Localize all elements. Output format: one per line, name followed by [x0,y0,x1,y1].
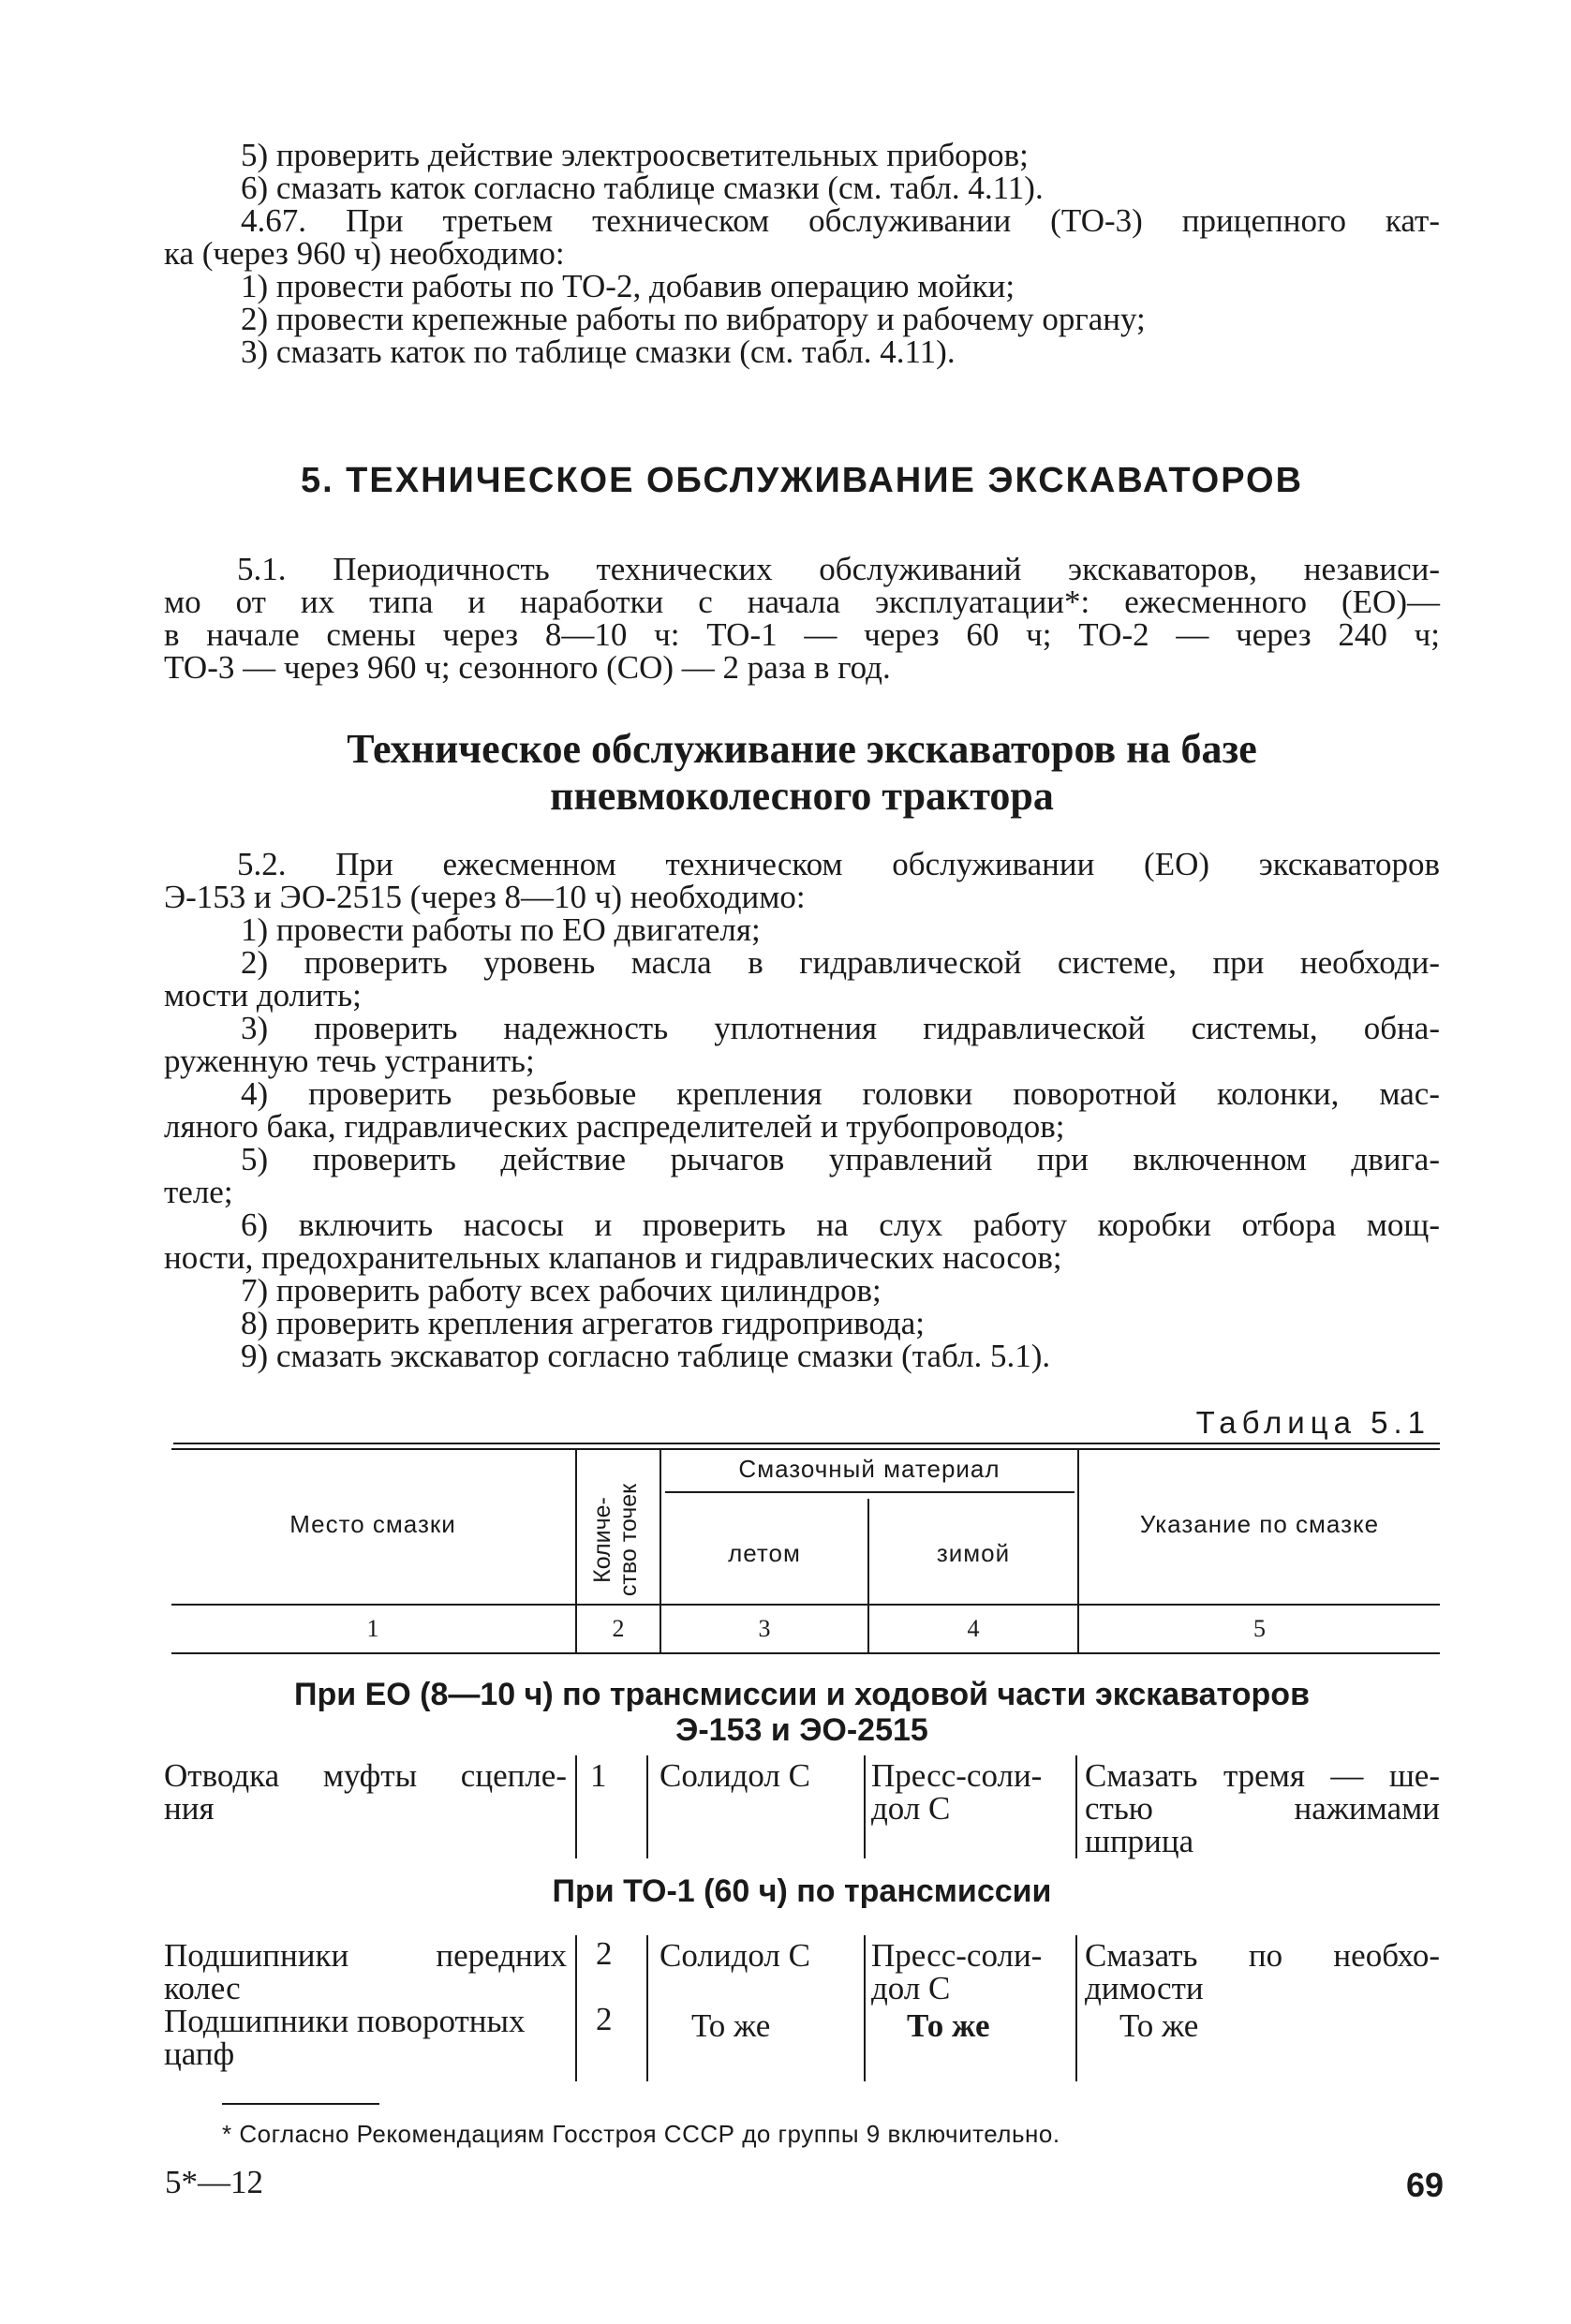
cell-line: димости [1085,1970,1204,2006]
header-count-line: Количе- [589,1497,615,1583]
cell-line: Подшипники передних [164,1937,567,1974]
group-title: При ТО-1 (60 ч) по трансмиссии [552,1873,1052,1909]
list-item: 3) проверить надежность уплотнения гидравлической системы, обна- [241,1010,1440,1046]
group-title-line: Э-153 и ЭО-2515 [675,1712,928,1748]
cell-line: ния [164,1790,215,1827]
table-header-rule [171,1604,1440,1606]
list-item: 5) проверить действие рычагов управлений при включенном двига- [241,1141,1440,1177]
footnote: * Согласно Рекомендациям Госстроя СССР до группы 9 включительно. [222,2120,1060,2148]
list-item: 3) смазать каток по таблице смазки (см. табл. 4.11). [241,333,956,370]
paragraph-line: ности, предохранительных клапанов и гидравлических насосов; [164,1239,1062,1276]
paragraph-5-2 [164,848,1440,1372]
paragraph-line: в начале смены через 8—10 ч: ТО-1 — через 60 ч; ТО-2 — через 240 ч; [164,616,1440,653]
paragraph-line: ка (через 960 ч) необходимо: [164,235,565,272]
cell-count: 1 [590,1757,607,1794]
cell-winter: То же [907,2007,990,2044]
cell-line: шприца [1085,1823,1194,1859]
cell-line: цапф [164,2035,235,2072]
cell-place [164,1759,567,1825]
cell-instruction [1085,1939,1440,2005]
table-col-rule [646,1755,648,1858]
col-number: 3 [758,1615,771,1642]
list-item: 5) проверить действие электроосветительных приборов; [241,137,1029,173]
cell-summer: То же [691,2007,771,2044]
col-number: 4 [967,1615,980,1642]
table-header-rule [665,1491,1075,1493]
list-item: 4) проверить резьбовые крепления головки поворотной колонки, мас- [241,1075,1440,1112]
page-code: 5*—12 [165,2164,263,2200]
cell-place [164,1939,567,2005]
list-item: 1) провести работы по ЕО двигателя; [241,911,761,948]
table-col-rule [575,1935,577,2081]
cell-count: 2 [596,2001,613,2037]
header-summer: летом [728,1539,801,1567]
table-col-rule [864,1935,866,2081]
group-title [164,1677,1440,1748]
cell-instruction: То же [1119,2007,1199,2044]
cell-line: стью нажимами [1085,1790,1440,1827]
paragraph-line: ляного бака, гидравлических распределителей и трубопроводов; [164,1108,1065,1145]
header-place: Место смазки [289,1510,456,1538]
paragraph-line: 5.1. Периодичность технических обслуживаний экскаваторов, независи- [237,551,1440,587]
table-col-rule [1075,1935,1077,2081]
table-col-rule [575,1755,577,1858]
paragraph-line: теле; [164,1174,233,1210]
cell-line: Отводка муфты сцепле- [164,1757,567,1794]
top-list [164,139,1440,368]
header-count [589,1465,645,1615]
cell-line: Пресс-соли- [871,1757,1043,1794]
cell-winter [871,1939,1077,2005]
table-col-rule [646,1935,648,2081]
cell-line: дол С [871,1970,951,2006]
cell-line: Смазать тремя — ше- [1085,1757,1440,1794]
col-number: 1 [366,1615,379,1642]
footnote-rule [222,2103,379,2105]
paragraph-5-1 [164,553,1440,684]
list-item: 9) смазать экскаватор согласно таблице смазки (табл. 5.1). [241,1338,1051,1374]
col-number: 5 [1253,1615,1266,1642]
table-number-rule [171,1652,1440,1654]
paragraph-line: мости долить; [164,977,362,1014]
paragraph-line: мо от их типа и наработки с начала эксплуатации*: ежесменного (ЕО)— [164,584,1440,620]
cell-line: колес [164,1970,241,2006]
col-number: 2 [612,1615,625,1642]
cell-winter [871,1759,1077,1825]
table-top-rule [171,1448,1440,1450]
subsection-title [164,726,1440,820]
section-title: 5. ТЕХНИЧЕСКОЕ ОБСЛУЖИВАНИЕ ЭКСКАВАТОРОВ [300,461,1304,500]
paragraph-line: 4.67. При третьем техническом обслуживании (ТО-3) прицепного кат- [241,202,1440,239]
paragraph-line: ТО-3 — через 960 ч; сезонного (СО) — 2 раза в год. [164,649,891,686]
table-top-rule [173,1443,1440,1444]
list-item: 2) проверить уровень масла в гидравлической системе, при необходи- [241,944,1440,981]
cell-line: дол С [871,1790,951,1827]
cell-line: Пресс-соли- [871,1937,1043,1974]
header-material: Смазочный материал [738,1455,1000,1483]
list-item: 6) смазать каток согласно таблице смазки (см. табл. 4.11). [241,170,1044,206]
list-item: 8) проверить крепления агрегатов гидропривода; [241,1305,926,1341]
cell-count: 2 [596,1935,613,1972]
paragraph-line: 5.2. При ежесменном техническом обслуживании (ЕО) экскаваторов [237,846,1440,882]
paragraph-line: Э-153 и ЭО-2515 (через 8—10 ч) необходимо: [164,879,806,915]
cell-summer: Солидол С [660,1937,810,1974]
paragraph-line: руженную течь устранить; [164,1043,535,1079]
table-caption: Таблица 5.1 [1195,1405,1430,1440]
cell-place [164,2005,567,2070]
cell-instruction [1085,1759,1440,1858]
header-winter: зимой [936,1539,1011,1567]
cell-line: Подшипники поворотных [164,2003,526,2039]
cell-line: Смазать по необхо- [1085,1937,1440,1974]
page-number: 69 [1405,2166,1444,2204]
subsection-title-line: пневмоколесного трактора [550,773,1054,819]
list-item: 7) проверить работу всех рабочих цилиндров; [241,1272,882,1309]
list-item: 6) включить насосы и проверить на слух работу коробки отбора мощ- [241,1206,1440,1243]
table-col-rule [1075,1755,1077,1858]
subsection-title-line: Техническое обслуживание экскаваторов на базе [347,726,1257,772]
list-item: 1) провести работы по ТО-2, добавив операцию мойки; [241,268,1015,304]
group-title-line: При ЕО (8—10 ч) по трансмиссии и ходовой части экскаваторов [294,1677,1310,1712]
cell-summer: Солидол С [660,1757,810,1794]
list-item: 2) провести крепежные работы по вибратору и рабочему органу; [241,301,1146,337]
header-instruction: Указание по смазке [1139,1510,1380,1538]
header-count-line: ство точек [615,1483,642,1597]
table-col-rule [864,1755,866,1858]
